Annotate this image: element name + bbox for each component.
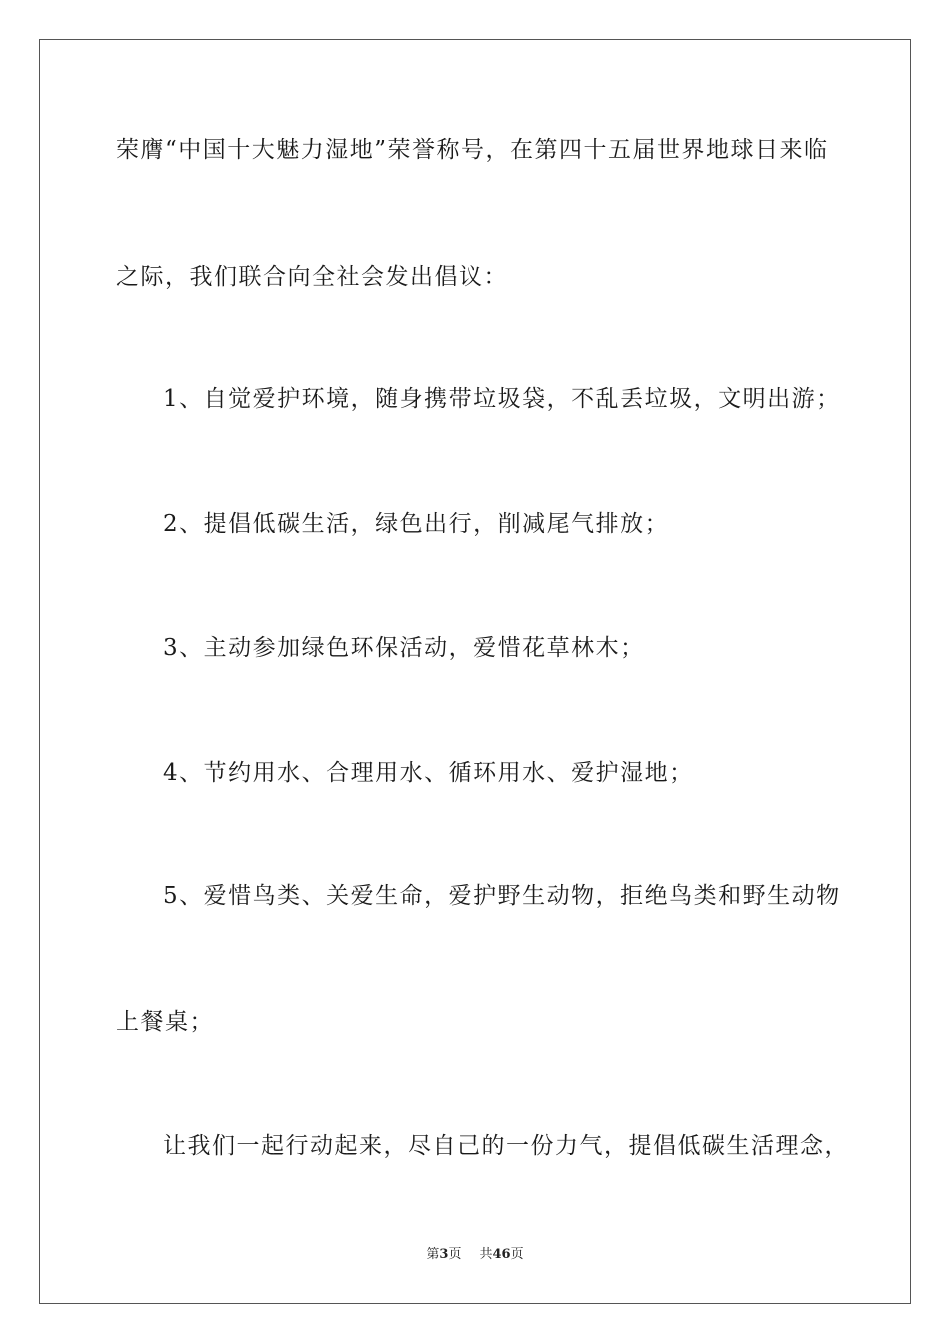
list-item-3: 3、主动参加绿色环保活动，爱惜花草林木； — [163, 635, 645, 661]
page-footer — [0, 1246, 950, 1264]
closing-paragraph-line: 让我们一起行动起来，尽自己的一份力气，提倡低碳生活理念， — [163, 1133, 849, 1159]
footer-total-pages: 46 — [492, 1247, 511, 1262]
paragraph-line-1: 荣膺“中国十大魅力湿地”荣誉称号，在第四十五届世界地球日来临 — [116, 137, 829, 163]
footer-page-number: 3 — [439, 1247, 449, 1262]
footer-total-prefix: 共 — [479, 1247, 493, 1262]
footer-page-suffix: 页 — [448, 1247, 462, 1262]
footer-page-prefix: 第 — [426, 1247, 440, 1262]
list-item-1: 1、自觉爱护环境，随身携带垃圾袋，不乱丢垃圾，文明出游； — [163, 386, 841, 412]
paragraph-line-2: 之际，我们联合向全社会发出倡议： — [116, 264, 508, 290]
list-item-4: 4、节约用水、合理用水、循环用水、爱护湿地； — [163, 760, 694, 786]
list-item-2: 2、提倡低碳生活，绿色出行，削减尾气排放； — [163, 511, 670, 537]
list-item-5: 5、爱惜鸟类、关爱生命，爱护野生动物，拒绝鸟类和野生动物 — [163, 883, 841, 909]
footer-total-suffix: 页 — [510, 1247, 524, 1262]
page-border — [39, 39, 911, 1304]
list-item-5-continuation: 上餐桌； — [116, 1009, 214, 1035]
